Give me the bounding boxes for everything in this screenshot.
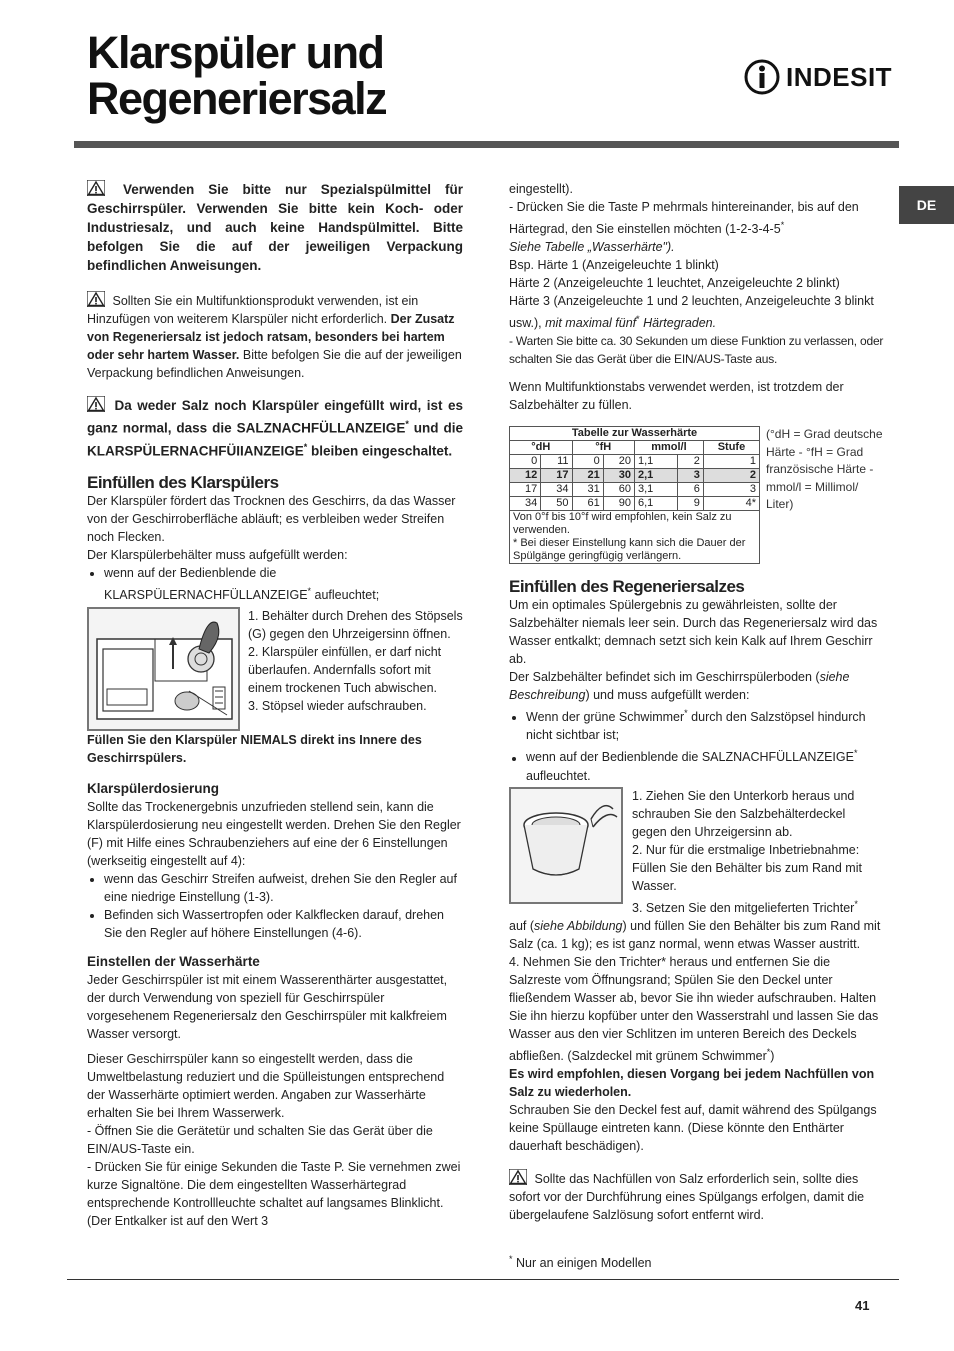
salt-step-4: 4. Nehmen Sie den Trichter* heraus und entfernen Sie die Salzreste vom Öffnungsrand; Spülen Sie den Deckel unter fließendem Wasser ab, bevor Sie ihn wieder aufschrauben. Halten Sie ihn hierzu kopfüber unter den Wasserstrahl und lassen Sie das Wasser aus den vier Schlitzen im unteren Bereich des Deckels abfließen. (Salzdeckel mit grünem Schwimmer*): [509, 954, 879, 1063]
warning-icon: [87, 396, 105, 412]
continued-text: eingestellt).: [509, 182, 573, 196]
table-row: 0 11 0 20 1,1 2 1: [510, 455, 760, 469]
top-divider: [74, 141, 899, 148]
brand-logo: [743, 58, 892, 96]
press-p-instruction: - Drücken Sie die Taste P mehrmals hintereinander, bis auf den Härtegrad, den Sie einstellen möchten (1-2-3-4-5* Siehe Tabelle „Wasserhärte").: [509, 200, 859, 255]
list-item: • Wenn der grüne Schwimmer* durch den Salzstöpsel hindurch nicht sichtbar ist;: [526, 704, 885, 744]
list-item: • wenn auf der Bedienblende die KLARSPÜLERNACHFÜLLANZEIGE* aufleuchtet;: [104, 564, 463, 604]
table-header: °dH: [510, 441, 573, 455]
rinse-aid-intro: Der Klarspüler fördert das Trocknen des Geschirrs, da das Wasser von der Geschirroberfläche abläuft; es verbleiben weder Streifen noch Flecken.: [87, 494, 456, 544]
warning-icon: [87, 180, 105, 196]
table-row: 17 34 31 60 3,1 6 3: [510, 483, 760, 497]
salt-step-3-continued: auf (siehe Abbildung) und füllen Sie den Behälter bis zum Rand mit Salz (ca. 1 kg); es ist ganz normal, wenn etwas Wasser austritt.: [509, 918, 881, 951]
warning-multifunction: Sollten Sie ein Multifunktionsprodukt verwenden, ist ein Hinzufügen von weiterem Klarspüler nicht erforderlich. Der Zusatz von Regeneriersalz ist jedoch ratsam, besonders bei hartem oder sehr hartem Wasser. Bitte befolgen Sie die auf der jeweiligen Verpackung befindlichen Anweisungen.: [87, 291, 463, 382]
title-line-1: Klarspüler und: [87, 27, 384, 78]
hardness-examples: Bsp. Härte 1 (Anzeigeleuchte 1 blinkt) Härte 2 (Anzeigeleuchte 1 leuchtet, Anzeigeleuchte 2 blinkt) Härte 3 (Anzeigeleuchte 1 und 2 leuchten, Anzeigeleuchte 3 blinkt usw.), mit maximal fünf* Härtegraden.: [509, 258, 874, 331]
table-header: Stufe: [703, 441, 759, 455]
salt-recommendation: Es wird empfohlen, diesen Vorgang bei jedem Nachfüllen von Salz zu wiederholen.: [509, 1066, 875, 1099]
water-hardness-intro: Jeder Geschirrspüler ist mit einem Wasserenthärter ausgestattet, der durch Verwendung von speziell für Geschirrspüler vorgesehenem Regeneriersalz den Geschirrspüler mit kalkfreiem Wasser versorgt.: [87, 973, 448, 1042]
rinse-aid-dispenser-figure: [87, 607, 240, 731]
funnel-illustration: [511, 789, 621, 902]
list-item: • wenn das Geschirr Streifen aufweist, drehen Sie den Regler auf eine niedrige Einstellung (1-3).: [104, 870, 463, 906]
rinse-aid-never-warning: Füllen Sie den Klarspüler NIEMALS direkt ins Innere des Geschirrspülers.: [87, 733, 422, 766]
list-item: • wenn auf der Bedienblende die SALZNACHFÜLLANZEIGE* aufleuchtet.: [526, 744, 885, 784]
warning-detergent: Verwenden Sie bitte nur Spezialspülmittel für Geschirrspüler. Verwenden Sie bitte kein Koch- oder Industriesalz, und auch keine Handspülmittel. Bitte befolgen Sie die auf der jeweiligen Verpackung befindlichen Anweisungen.: [87, 182, 463, 273]
table-header: mmol/l: [635, 441, 704, 455]
dosage-text: Sollte das Trockenergebnis unzufrieden stellend sein, kann die Klarspülerdosierung neu eingestellt werden. Drehen Sie den Regler (F) mit Hilfe eines Schraubenziehers auf eine der 6 Einstellungen (werkseitig eingestellt auf 4):: [87, 800, 461, 869]
table-header: °fH: [572, 441, 635, 455]
bottom-divider: [67, 1279, 899, 1280]
table-row: 12 17 21 30 2,1 3 2: [510, 469, 760, 483]
salt-location: Der Salzbehälter befindet sich im Geschirrspülerboden (siehe Beschreibung) und muss aufgefüllt werden:: [509, 670, 850, 703]
water-hardness-table: [509, 426, 760, 564]
salt-figure-row: [509, 787, 885, 917]
table-note: Von 0°f bis 10°f wird empfohlen, kein Salz zu verwenden. * Bei dieser Einstellung kann sich die Dauer der Spülgänge geringfügig verlängern.: [510, 511, 760, 564]
page-title: [87, 27, 387, 124]
rinse-aid-figure-row: [87, 607, 463, 731]
left-column: [87, 180, 463, 1230]
warning-icon: [87, 291, 105, 307]
rinse-aid-when: Der Klarspülerbehälter muss aufgefüllt werden:: [87, 548, 348, 562]
heading-rinse-dosage: Klarspülerdosierung: [87, 781, 220, 797]
hardness-table-row: [509, 426, 885, 564]
table-title: Tabelle zur Wasserhärte: [510, 427, 760, 441]
heading-rinse-aid: Einfüllen des Klarspülers: [87, 473, 279, 492]
salt-steps: 1. Ziehen Sie den Unterkorb heraus und schrauben Sie den Salzbehälterdeckel gegen den Uhrzeigersinn ab. 2. Nur für die erstmalige Inbetriebnahme: Füllen Sie den Behälter bis zum Rand mit Wasser. 3. Setzen Sie den mitgelieferten Trichter*: [632, 788, 862, 915]
indesit-i-icon: [743, 58, 781, 96]
page-number: 41: [855, 1298, 870, 1313]
heading-regenerating-salt: Einfüllen des Regeneriersalzes: [509, 577, 745, 597]
salt-warning: Sollte das Nachfüllen von Salz erforderlich sein, sollte dies sofort vor der Durchführung eines Spülgangs erfolgen, damit die übergelaufene Salzlösung sofort entfernt wird.: [509, 1169, 885, 1224]
salt-close-lid: Schrauben Sie den Deckel fest auf, damit während des Spülgangs keine Spüllauge eintreten kann. (Diese könnte den Enthärter dauerhaft beschädigen).: [509, 1102, 877, 1153]
right-column: [509, 180, 885, 1272]
heading-water-hardness: Einstellen der Wasserhärte: [87, 954, 260, 970]
table-legend: (°dH = Grad deutsche Härte - °fH = Grad französische Härte - mmol/l = Millimol/ Liter): [766, 427, 883, 512]
warning-indicators: Da weder Salz noch Klarspüler eingefüllt wird, ist es ganz normal, dass die SALZNACHFÜLLANZEIGE* und die KLARSPÜLERNACHFÜIIANZEIGE* bleiben eingeschaltet.: [87, 398, 463, 458]
salt-intro: Um ein optimales Spülergebnis zu gewährleisten, sollte der Salzbehälter niemals leer sein. Durch das Regeneriersalz wird das Wasser entkalkt; demnach setzt sich kein Kalk auf Ihrem Geschirr ab.: [509, 598, 878, 667]
footnote: * Nur an einigen Modellen: [509, 1253, 652, 1271]
multitab-note: Wenn Multifunktionstabs verwendet werden, ist trotzdem der Salzbehälter zu füllen.: [509, 380, 844, 413]
title-line-2: Regeneriersalz: [87, 73, 387, 124]
dispenser-illustration: [89, 609, 238, 729]
table-row: 34 50 61 90 6,1 9 4*: [510, 497, 760, 511]
water-hardness-steps: Dieser Geschirrspüler kann so eingestellt werden, dass die Umweltbelastung reduziert und die Spülleistungen entsprechend der Wasserhärte optimiert werden. Angaben zur Wasserhärte erhalten Sie bei Ihrem Wasserwerk. - Öffnen Sie die Gerätetür und schalten Sie das Gerät über die EIN/AUS-Taste ein. - Drücken Sie für einige Sekunden die Taste P. Sie vernehmen zwei kurze Signaltöne. Die dem eingestellten Wasserhärtegrad entsprechende Kontrollleuchte schaltet auf langsames Blinklicht. (Der Entkalker ist auf den Wert 3: [87, 1052, 461, 1229]
warning-icon: [509, 1169, 527, 1185]
brand-name: INDESIT: [786, 61, 893, 92]
list-item: • Befinden sich Wassertropfen oder Kalkflecken darauf, drehen Sie den Regler auf höhere Einstellungen (4-6).: [104, 906, 463, 942]
language-tab: DE: [899, 186, 954, 224]
salt-funnel-figure: [509, 787, 623, 904]
rinse-aid-steps: 1. Behälter durch Drehen des Stöpsels (G) gegen den Uhrzeigersinn öffnen. 2. Klarspüler einfüllen, er darf nicht überlaufen. Andernfalls sofort mit einem trockenen Tuch abwischen. 3. Stöpsel wieder aufschrauben.: [248, 609, 463, 714]
exit-instruction: - Warten Sie bitte ca. 30 Sekunden um diese Funktion zu verlassen, oder schalten Sie das Gerät über die EIN/AUS-Taste aus.: [509, 334, 884, 367]
